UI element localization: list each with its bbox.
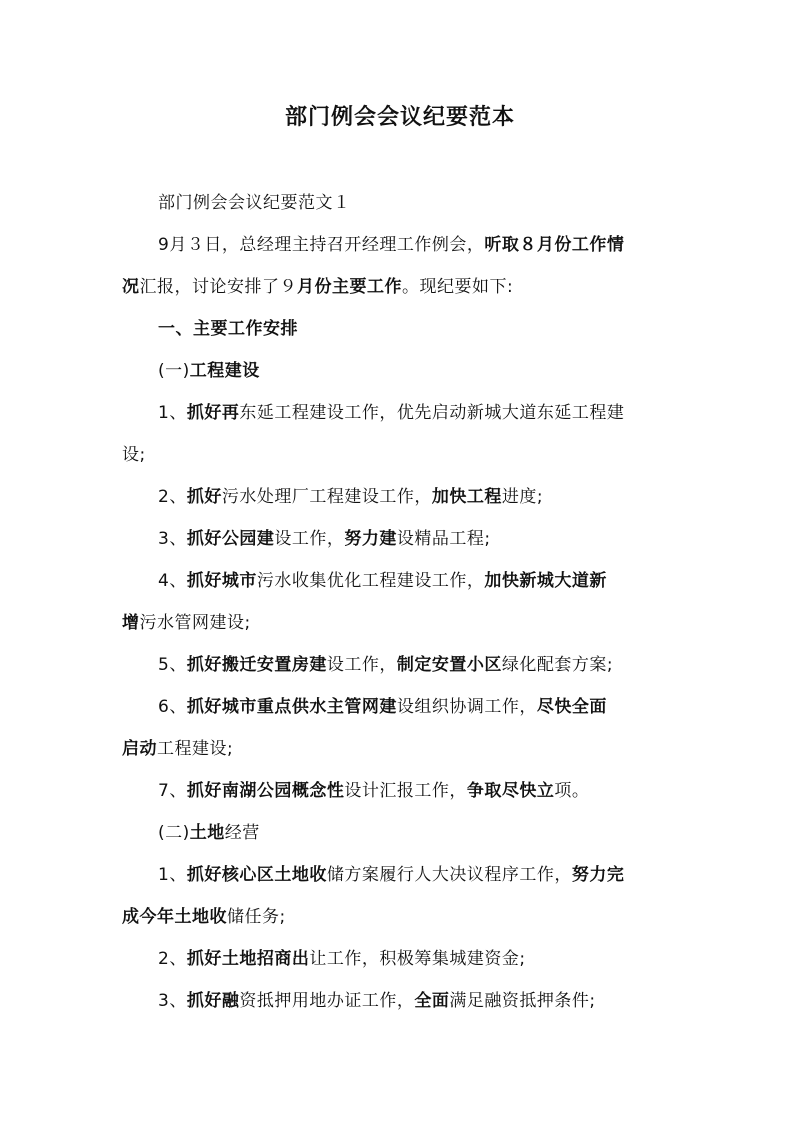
text-run: 储任务;	[227, 907, 286, 927]
text-run: 东延工程建设工作，优先启动新城大道东延工程建	[239, 403, 625, 423]
text-run: 7、	[158, 781, 187, 801]
text-run: 设组织协调工作，	[396, 697, 537, 717]
text-run: 汇报，讨论安排了９	[139, 277, 297, 297]
text-run: 3、	[158, 991, 187, 1011]
list-item	[158, 695, 607, 719]
text-run: 听取８月份工作情	[484, 235, 625, 255]
list-item	[158, 653, 613, 677]
text-run: 抓好融	[186, 991, 240, 1011]
text-run: 工程建设	[189, 361, 260, 381]
text-run: 努力建	[344, 529, 397, 549]
text-run: 3、	[158, 529, 187, 549]
text-run: 设计汇报工作，	[344, 781, 467, 801]
text-run: 4、	[158, 571, 187, 591]
text-run: 2、	[158, 487, 187, 507]
text-run: 污水收集优化工程建设工作，	[256, 571, 485, 591]
text-run: 成今年土地收	[122, 907, 227, 927]
text-run: 加快工程	[431, 487, 502, 507]
text-run: 6、	[158, 697, 187, 717]
text-run: 尽快全面	[536, 697, 607, 717]
list-item-continuation	[122, 905, 286, 929]
list-item	[158, 989, 596, 1013]
text-run: 抓好搬迁安置房建	[186, 655, 327, 675]
text-run: 储方案履行人大决议程序工作，	[326, 865, 572, 885]
section-heading	[158, 191, 351, 215]
text-run: 抓好公园建	[186, 529, 275, 549]
text-run: 9月３日，总经理主持召开经理工作例会，	[158, 235, 485, 255]
text-run: 抓好再	[186, 403, 240, 423]
text-run: 5、	[158, 655, 187, 675]
text-run: 工程建设;	[157, 739, 234, 759]
text-run: 设;	[122, 445, 146, 465]
list-item-continuation	[122, 737, 233, 761]
list-item-continuation	[122, 443, 146, 467]
subsection-heading	[158, 359, 260, 383]
paragraph-line	[158, 233, 624, 257]
text-run: 2、	[158, 949, 187, 969]
text-run: 土地	[189, 823, 225, 843]
text-run: 。现纪要如下:	[402, 277, 514, 297]
text-run: 制定安置小区	[396, 655, 502, 675]
text-run: (二)	[158, 823, 190, 843]
text-run: 加快新城大道新	[484, 571, 607, 591]
text-run: 抓好	[186, 487, 222, 507]
list-item	[158, 527, 491, 551]
text-run: 抓好城市重点供水主管网建	[186, 697, 397, 717]
text-run: 绿化配套方案;	[501, 655, 614, 675]
text-run: 1、	[158, 403, 187, 423]
text-run: 增	[122, 613, 140, 633]
text-run: 启动	[122, 739, 157, 759]
text-run: 污水处理厂工程建设工作，	[221, 487, 432, 507]
text-run: 设工作，	[326, 655, 397, 675]
section-heading	[158, 317, 298, 341]
list-item	[158, 401, 624, 425]
text-run: 设工作，	[274, 529, 345, 549]
subsection-heading	[158, 821, 260, 845]
text-run: 抓好城市	[186, 571, 257, 591]
list-item-continuation	[122, 611, 251, 635]
document-title: 部门例会会议纪要范本	[284, 105, 515, 130]
list-item	[158, 569, 607, 593]
text-run: 污水管网建设;	[139, 613, 251, 633]
text-run: 项。	[554, 781, 590, 801]
list-item	[158, 485, 543, 509]
text-run: 月份主要工作	[297, 277, 402, 297]
list-item	[158, 863, 624, 887]
text-run: 抓好土地招商出	[186, 949, 310, 969]
list-item	[158, 779, 589, 803]
text-run: 抓好核心区土地收	[186, 865, 327, 885]
text-run: 抓好南湖公园概念性	[186, 781, 345, 801]
text-run: 1、	[158, 865, 187, 885]
text-run: 资抵押用地办证工作，	[239, 991, 415, 1011]
list-item	[158, 947, 526, 971]
text-run: 争取尽快立	[466, 781, 555, 801]
text-run: 况	[122, 277, 140, 297]
text-run: 让工作，积极筹集城建资金;	[309, 949, 526, 969]
text-run: 进度;	[501, 487, 544, 507]
text-run: 一、主要工作安排	[158, 319, 298, 339]
text-run: 全面	[414, 991, 450, 1011]
text-run: 部门例会会议纪要范文１	[158, 193, 351, 213]
text-run: 设精品工程;	[396, 529, 491, 549]
text-run: (一)	[158, 361, 190, 381]
text-run: 经营	[224, 823, 260, 843]
paragraph-line	[122, 275, 513, 299]
text-run: 努力完	[571, 865, 625, 885]
text-run: 满足融资抵押条件;	[449, 991, 596, 1011]
